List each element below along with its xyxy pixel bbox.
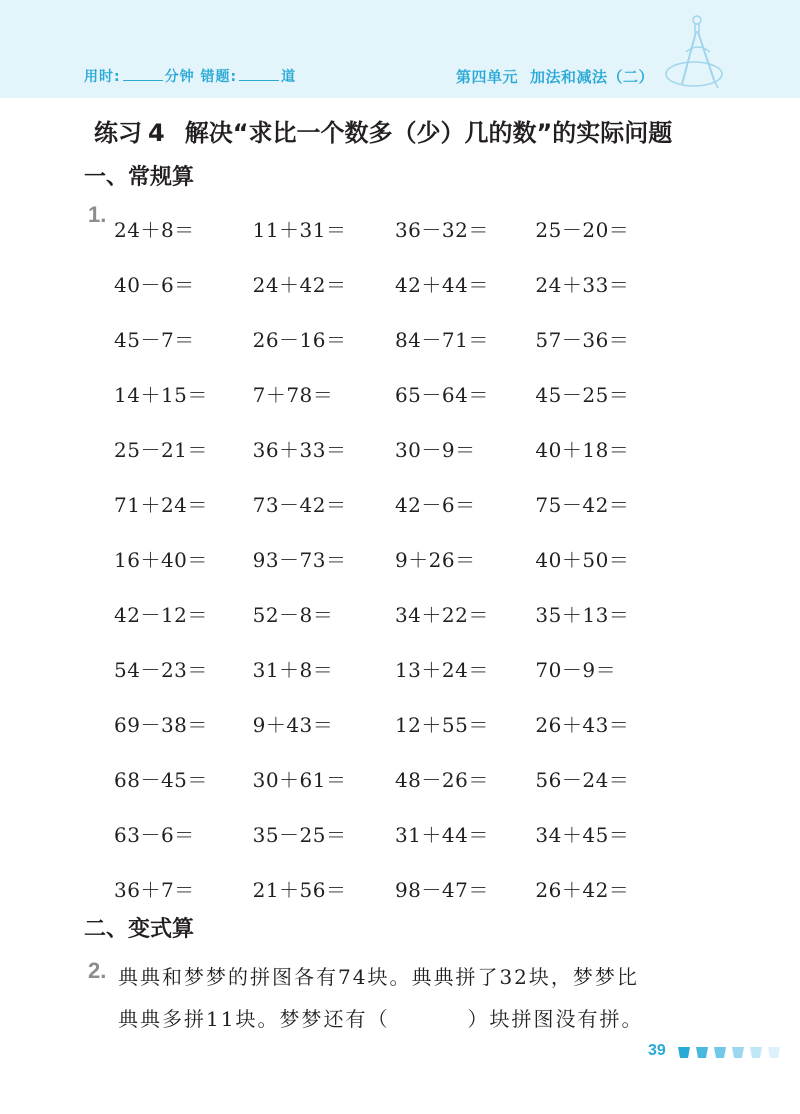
problem-item: 34＋45＝ (535, 823, 630, 847)
problem-row (114, 641, 674, 696)
word-problem-line-2-after: ）块拼图没有拼。 (467, 1007, 644, 1031)
unit-topic: 加法和减法（二） (529, 68, 654, 86)
problem-item: 84－71＝ (394, 328, 489, 352)
problem-item: 68－45＝ (114, 768, 208, 792)
problem-item: 31＋8＝ (252, 658, 334, 682)
problem-row (114, 806, 674, 861)
section-title-regular: 一、常规算 (84, 165, 195, 190)
problem-item: 57－36＝ (535, 328, 630, 352)
problem-item: 73－42＝ (252, 493, 347, 517)
problem-row (114, 256, 674, 311)
word-problem (118, 956, 738, 1040)
timer-label (84, 66, 296, 86)
problem-item: 9＋43＝ (252, 713, 334, 737)
problem-row (114, 476, 674, 531)
problem-item: 30＋61＝ (252, 768, 347, 792)
lesson-prefix: 练习 (94, 119, 142, 147)
problem-row (114, 696, 674, 751)
problem-item: 35＋13＝ (535, 603, 630, 627)
compass-icon (664, 12, 730, 92)
errors-label: 错题: (200, 69, 238, 85)
problem-item: 35－25＝ (252, 823, 347, 847)
problem-item: 26－16＝ (252, 328, 347, 352)
minutes-label: 分钟 (164, 69, 195, 85)
problem-row (114, 531, 674, 586)
problem-item: 24＋8＝ (114, 218, 195, 242)
problem-row (114, 586, 674, 641)
problem-item: 54－23＝ (114, 658, 208, 682)
problem-item: 14＋15＝ (114, 383, 208, 407)
time-blank (123, 69, 163, 81)
problem-item: 34＋22＝ (394, 603, 489, 627)
problem-item: 42－6＝ (394, 493, 476, 517)
problem-row (114, 861, 674, 916)
problem-item: 24＋42＝ (252, 273, 347, 297)
unit-label: 第四单元 (455, 68, 518, 86)
lesson-heading: 解决“求比一个数多（少）几的数”的实际问题 (184, 119, 673, 147)
problem-item: 40＋18＝ (535, 438, 630, 462)
unit-title (456, 66, 654, 87)
problem-item: 40＋50＝ (535, 548, 630, 572)
problem-grid (114, 201, 674, 916)
problem-item: 93－73＝ (252, 548, 347, 572)
page-number: 39 (648, 1042, 666, 1059)
problem-item: 31＋44＝ (394, 823, 489, 847)
questions-label: 道 (281, 69, 297, 85)
problem-item: 45－7＝ (114, 328, 195, 352)
cups-decoration-icon (676, 1046, 796, 1060)
word-problem-line-1: 典典和梦梦的拼图各有74块。典典拼了32块，梦梦比 (118, 965, 639, 989)
lesson-title (94, 113, 672, 148)
problem-item: 42＋44＝ (394, 273, 489, 297)
problem-item: 63－6＝ (114, 823, 195, 847)
problem-item: 26＋43＝ (535, 713, 630, 737)
problem-row (114, 421, 674, 476)
problem-item: 45－25＝ (535, 383, 630, 407)
question-number-2: 2. (88, 958, 107, 983)
problem-item: 36＋33＝ (252, 438, 347, 462)
problem-item: 48－26＝ (394, 768, 489, 792)
problem-item: 24＋33＝ (535, 273, 630, 297)
section-title-variant: 二、变式算 (84, 917, 195, 942)
problem-item: 36－32＝ (394, 218, 489, 242)
problem-item: 75－42＝ (535, 493, 630, 517)
problem-item: 12＋55＝ (394, 713, 489, 737)
errors-blank (239, 69, 279, 81)
problem-row (114, 311, 674, 366)
problem-item: 40－6＝ (114, 273, 195, 297)
lesson-number: 4 (148, 119, 165, 147)
problem-item: 25－20＝ (535, 218, 630, 242)
problem-item: 9＋26＝ (394, 548, 476, 572)
problem-item: 65－64＝ (394, 383, 489, 407)
problem-row (114, 366, 674, 421)
problem-item: 70－9＝ (535, 658, 617, 682)
problem-item: 7＋78＝ (252, 383, 334, 407)
problem-item: 11＋31＝ (252, 218, 347, 242)
problem-item: 21＋56＝ (252, 878, 347, 902)
word-problem-line-2 (118, 998, 738, 1040)
problem-item: 52－8＝ (252, 603, 334, 627)
problem-item: 42－12＝ (114, 603, 208, 627)
problem-row (114, 751, 674, 806)
word-problem-line-2-before: 典典多拼11块。梦梦还有（ (118, 1007, 390, 1031)
problem-item: 13＋24＝ (394, 658, 489, 682)
problem-item: 36＋7＝ (114, 878, 195, 902)
question-number-1: 1. (88, 202, 107, 227)
problem-item: 16＋40＝ (114, 548, 208, 572)
problem-item: 71＋24＝ (114, 493, 208, 517)
problem-item: 26＋42＝ (535, 878, 630, 902)
problem-item: 69－38＝ (114, 713, 208, 737)
problem-row (114, 201, 674, 256)
problem-item: 25－21＝ (114, 438, 208, 462)
problem-item: 30－9＝ (394, 438, 476, 462)
problem-item: 56－24＝ (535, 768, 630, 792)
problem-item: 98－47＝ (394, 878, 489, 902)
time-label: 用时: (84, 69, 121, 85)
